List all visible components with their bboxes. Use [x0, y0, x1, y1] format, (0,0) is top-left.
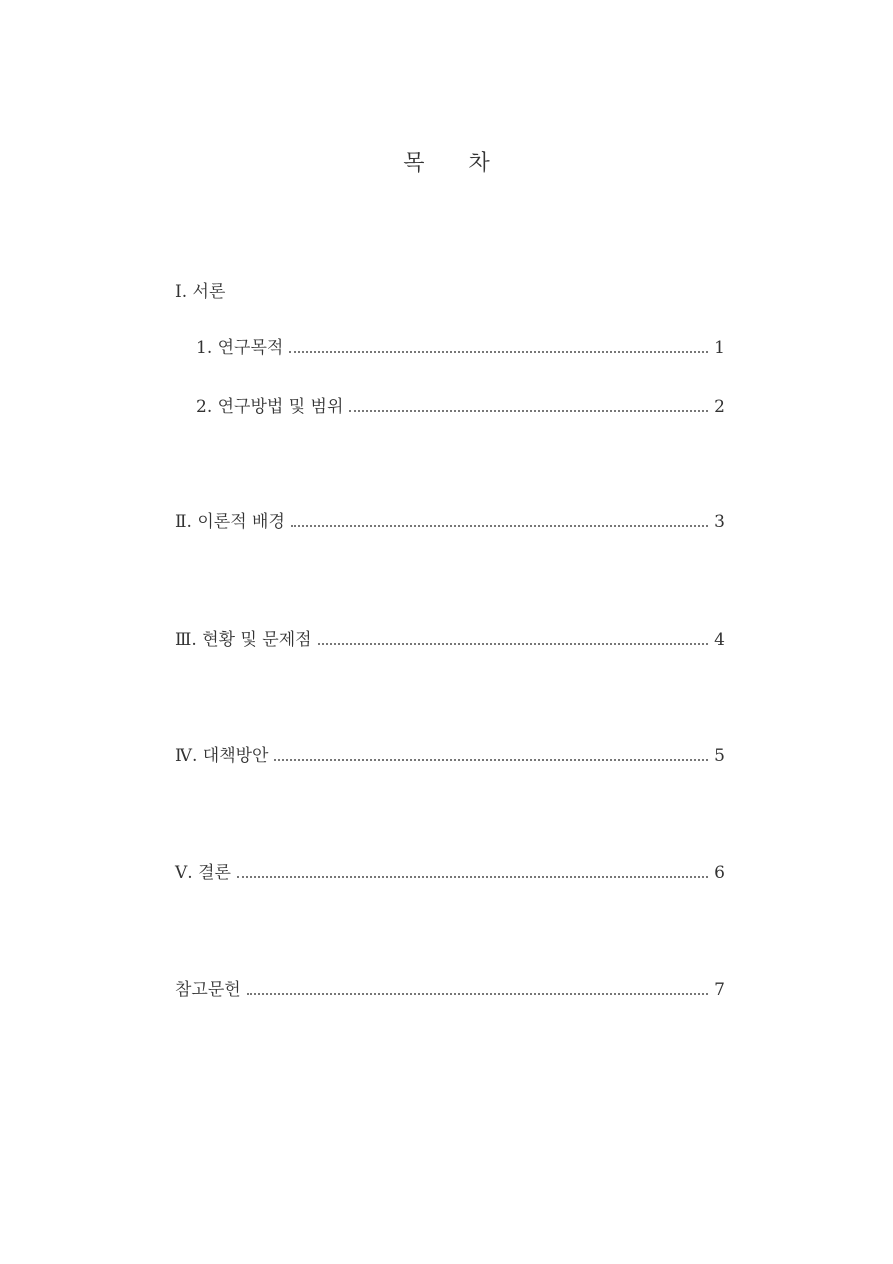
title-char: 차 — [468, 151, 490, 176]
dot-leader — [237, 876, 708, 878]
dot-leader — [291, 525, 708, 527]
toc-label: Ⅴ. 결론 — [175, 863, 231, 883]
toc-entry-measures[interactable] — [175, 743, 725, 769]
toc-entry-status[interactable] — [175, 627, 725, 653]
toc-label: Ⅱ. 이론적 배경 — [175, 512, 285, 532]
toc-label: 1. 연구목적 — [196, 338, 284, 358]
toc-entry-theory[interactable] — [175, 509, 725, 535]
dot-leader — [289, 351, 708, 353]
toc-page-number: 3 — [714, 512, 725, 532]
toc-entry-research-method[interactable] — [196, 394, 725, 420]
dot-leader — [349, 410, 708, 412]
toc-label: Ⅳ. 대책방안 — [175, 746, 269, 766]
dot-leader — [274, 759, 708, 761]
toc-page-number: 5 — [714, 746, 725, 766]
toc-entry-research-purpose[interactable] — [196, 335, 725, 361]
toc-label: Ⅲ. 현황 및 문제점 — [175, 630, 312, 650]
toc-label: 참고문헌 — [175, 980, 241, 1000]
toc-page-number: 1 — [714, 338, 725, 358]
toc-entry-conclusion[interactable] — [175, 860, 725, 886]
toc-page-number: 6 — [714, 863, 725, 883]
toc-page-number: 7 — [714, 980, 725, 1000]
dot-leader — [247, 993, 708, 995]
toc-page-number: 4 — [714, 630, 725, 650]
dot-leader — [318, 643, 709, 645]
page-title — [0, 146, 893, 177]
toc-entry-introduction[interactable] — [175, 279, 725, 305]
toc-page-number: 2 — [714, 397, 725, 417]
title-char: 목 — [403, 151, 425, 176]
toc-label: Ⅰ. 서론 — [175, 282, 226, 302]
toc-label: 2. 연구방법 및 범위 — [196, 397, 344, 417]
toc-entry-references[interactable] — [175, 977, 725, 1003]
